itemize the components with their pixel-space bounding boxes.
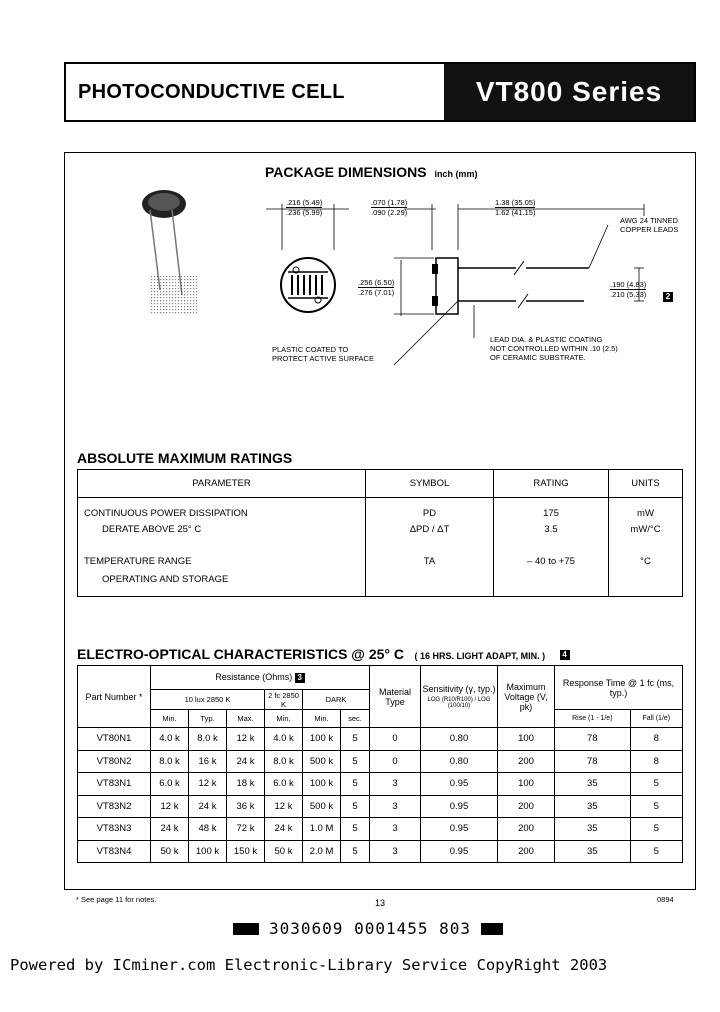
eo-h-rise: Rise (1 - 1/e) bbox=[555, 710, 631, 728]
package-title: PACKAGE DIMENSIONS inch (mm) bbox=[265, 164, 478, 180]
page-number: 13 bbox=[375, 898, 386, 908]
amr-param: CONTINUOUS POWER DISSIPATION bbox=[84, 508, 248, 519]
eo-h-typ: Typ. bbox=[189, 710, 227, 728]
amr-header-row bbox=[78, 470, 683, 498]
eo-cell-volt: 200 bbox=[498, 795, 555, 818]
eo-cell-min: 50 k bbox=[151, 840, 189, 863]
amr-body-row bbox=[78, 498, 683, 597]
dim-e: .190 (4.83) .210 (5.33) bbox=[610, 280, 647, 299]
amr-units: mW bbox=[637, 508, 654, 519]
eo-cell-max: 36 k bbox=[227, 795, 265, 818]
eo-cell-max: 12 k bbox=[227, 728, 265, 751]
eo-cell-part: VT80N1 bbox=[78, 728, 151, 751]
dim-b: .070 (1.78) .090 (2.29) bbox=[371, 198, 408, 217]
eo-h-part: Part Number * bbox=[78, 666, 151, 728]
eo-row bbox=[78, 728, 683, 751]
eo-cell-rise: 78 bbox=[555, 750, 631, 773]
eo-cell-sec: 5 bbox=[341, 840, 370, 863]
eo-h-min: Min. bbox=[151, 710, 189, 728]
eo-row bbox=[78, 773, 683, 796]
amr-param: OPERATING AND STORAGE bbox=[102, 574, 229, 585]
eo-cell-sens: 0.95 bbox=[421, 840, 498, 863]
amr-title: ABSOLUTE MAXIMUM RATINGS bbox=[77, 450, 293, 466]
amr-h-units: UNITS bbox=[609, 470, 683, 498]
header-banner bbox=[64, 62, 696, 122]
eo-title-row bbox=[77, 646, 683, 664]
eo-h-res-note: 3 bbox=[295, 673, 305, 683]
eo-cell-min: 12 k bbox=[151, 795, 189, 818]
eo-h-sec: sec. bbox=[341, 710, 370, 728]
eo-cell-mat: 3 bbox=[370, 773, 421, 796]
cell-photo bbox=[142, 190, 199, 315]
eo-cell-sens: 0.80 bbox=[421, 728, 498, 751]
eo-cell-typ: 24 k bbox=[189, 795, 227, 818]
amr-units: °C bbox=[640, 556, 651, 567]
side-view bbox=[432, 258, 589, 314]
eo-cell-min: 24 k bbox=[151, 818, 189, 841]
eo-cell-rise: 35 bbox=[555, 773, 631, 796]
footer-note: * See page 11 for notes. bbox=[76, 895, 157, 904]
eo-cell-sec: 5 bbox=[341, 750, 370, 773]
eo-cell-max: 24 k bbox=[227, 750, 265, 773]
amr-symbol: ΔPD / ΔT bbox=[409, 524, 450, 535]
eo-cell-sens: 0.80 bbox=[421, 750, 498, 773]
eo-cell-fc: 12 k bbox=[265, 795, 303, 818]
eo-h-fall: Fall (1/e) bbox=[630, 710, 682, 728]
eo-cell-typ: 48 k bbox=[189, 818, 227, 841]
eo-cell-dark: 100 k bbox=[303, 773, 341, 796]
eo-cell-fc: 50 k bbox=[265, 840, 303, 863]
eo-cell-rise: 78 bbox=[555, 728, 631, 751]
eo-cell-part: VT83N3 bbox=[78, 818, 151, 841]
eo-title: ELECTRO-OPTICAL CHARACTERISTICS @ 25° C bbox=[77, 646, 405, 662]
eo-cell-part: VT83N2 bbox=[78, 795, 151, 818]
amr-rating: 175 bbox=[543, 508, 559, 519]
dim-e-note: 2 bbox=[663, 288, 673, 306]
eo-cell-fall: 5 bbox=[630, 773, 682, 796]
powered-by: Powered by ICminer.com Electronic-Library Service CopyRight 2003 bbox=[10, 956, 608, 974]
amr-h-param: PARAMETER bbox=[78, 470, 366, 498]
eo-cell-fc: 4.0 k bbox=[265, 728, 303, 751]
eo-row bbox=[78, 818, 683, 841]
eo-cell-sec: 5 bbox=[341, 773, 370, 796]
eo-table bbox=[77, 665, 683, 863]
eo-h-dark: DARK bbox=[303, 690, 370, 710]
eo-cell-mat: 0 bbox=[370, 728, 421, 751]
eo-cell-sec: 5 bbox=[341, 818, 370, 841]
eo-h-sensitivity: Sensitivity (γ, typ.) LOG (R10/R100) / LOG (100/10) bbox=[421, 666, 498, 728]
eo-cell-part: VT83N1 bbox=[78, 773, 151, 796]
eo-row bbox=[78, 750, 683, 773]
eo-cell-part: VT83N4 bbox=[78, 840, 151, 863]
eo-cell-mat: 0 bbox=[370, 750, 421, 773]
eo-cell-dark: 500 k bbox=[303, 795, 341, 818]
eo-cell-volt: 100 bbox=[498, 773, 555, 796]
top-view bbox=[281, 258, 335, 312]
amr-symbol: PD bbox=[422, 508, 437, 519]
eo-cell-part: VT80N2 bbox=[78, 750, 151, 773]
series-title: VT800 Series bbox=[444, 64, 694, 120]
eo-cell-max: 150 k bbox=[227, 840, 265, 863]
eo-cell-typ: 12 k bbox=[189, 773, 227, 796]
eo-cell-mat: 3 bbox=[370, 795, 421, 818]
eo-cell-volt: 100 bbox=[498, 728, 555, 751]
lead-note: LEAD DIA. & PLASTIC COATING NOT CONTROLLED WITHIN .10 (2.5) OF CERAMIC SUBSTRATE. bbox=[490, 335, 618, 362]
dim-d: .256 (6.50) .276 (7.01) bbox=[358, 278, 395, 297]
barcode-block-left bbox=[233, 923, 259, 935]
eo-cell-min: 4.0 k bbox=[151, 728, 189, 751]
eo-cell-dark: 500 k bbox=[303, 750, 341, 773]
barcode-line bbox=[233, 919, 503, 938]
eo-cell-fall: 8 bbox=[630, 750, 682, 773]
eo-cell-dark: 1.0 M bbox=[303, 818, 341, 841]
eo-cell-sens: 0.95 bbox=[421, 773, 498, 796]
eo-h-min3: Min. bbox=[303, 710, 341, 728]
eo-cell-max: 72 k bbox=[227, 818, 265, 841]
eo-h-resistance: Resistance (Ohms) 3 bbox=[151, 666, 370, 690]
eo-h-material: Material Type bbox=[370, 666, 421, 728]
amr-symbol: TA bbox=[423, 556, 436, 567]
eo-cell-volt: 200 bbox=[498, 840, 555, 863]
eo-cell-dark: 100 k bbox=[303, 728, 341, 751]
barcode-text: 3030609 0001455 803 bbox=[269, 919, 472, 938]
eo-cell-max: 18 k bbox=[227, 773, 265, 796]
awg-note: AWG 24 TINNED COPPER LEADS bbox=[620, 216, 679, 234]
eo-row bbox=[78, 840, 683, 863]
eo-subtitle: ( 16 HRS. LIGHT ADAPT, MIN. ) bbox=[414, 651, 546, 661]
eo-cell-min: 8.0 k bbox=[151, 750, 189, 773]
eo-note: 4 bbox=[560, 650, 570, 660]
eo-h-10lux: 10 lux 2850 K bbox=[151, 690, 265, 710]
eo-cell-sec: 5 bbox=[341, 795, 370, 818]
eo-cell-rise: 35 bbox=[555, 818, 631, 841]
eo-cell-mat: 3 bbox=[370, 840, 421, 863]
eo-cell-fall: 5 bbox=[630, 840, 682, 863]
package-unit: inch (mm) bbox=[434, 169, 478, 179]
amr-h-symbol: SYMBOL bbox=[366, 470, 494, 498]
eo-cell-fc: 6.0 k bbox=[265, 773, 303, 796]
eo-cell-min: 6.0 k bbox=[151, 773, 189, 796]
eo-row bbox=[78, 795, 683, 818]
eo-cell-sens: 0.95 bbox=[421, 795, 498, 818]
eo-cell-rise: 35 bbox=[555, 840, 631, 863]
dim-c: 1.38 (35.05) 1.62 (41.15) bbox=[495, 198, 536, 217]
eo-cell-volt: 200 bbox=[498, 818, 555, 841]
eo-cell-sens: 0.95 bbox=[421, 818, 498, 841]
amr-rating: 3.5 bbox=[544, 524, 558, 535]
dim-a: .216 (5.49) .236 (5.99) bbox=[286, 198, 323, 217]
eo-cell-rise: 35 bbox=[555, 795, 631, 818]
eo-h-min2: Min. bbox=[265, 710, 303, 728]
eo-cell-dark: 2.0 M bbox=[303, 840, 341, 863]
barcode-block-right bbox=[481, 923, 503, 935]
amr-h-rating: RATING bbox=[494, 470, 609, 498]
amr-units: mW/°C bbox=[630, 524, 661, 535]
amr-param: TEMPERATURE RANGE bbox=[84, 556, 192, 567]
plastic-note: PLASTIC COATED TO PROTECT ACTIVE SURFACE bbox=[272, 345, 374, 363]
eo-h-voltage: Maximum Voltage (V, pk) bbox=[498, 666, 555, 728]
eo-cell-mat: 3 bbox=[370, 818, 421, 841]
eo-cell-volt: 200 bbox=[498, 750, 555, 773]
eo-cell-sec: 5 bbox=[341, 728, 370, 751]
eo-h-2fc: 2 fc 2850 K bbox=[265, 690, 303, 710]
eo-cell-fc: 8.0 k bbox=[265, 750, 303, 773]
footer-code: 0894 bbox=[657, 895, 674, 904]
amr-param: DERATE ABOVE 25° C bbox=[102, 524, 202, 535]
eo-cell-typ: 16 k bbox=[189, 750, 227, 773]
eo-cell-typ: 100 k bbox=[189, 840, 227, 863]
eo-cell-fc: 24 k bbox=[265, 818, 303, 841]
eo-cell-fall: 8 bbox=[630, 728, 682, 751]
eo-cell-fall: 5 bbox=[630, 795, 682, 818]
eo-h-sens-sub: LOG (R10/R100) / LOG (100/10) bbox=[427, 697, 491, 709]
header-title: PHOTOCONDUCTIVE CELL bbox=[78, 80, 345, 103]
eo-cell-fall: 5 bbox=[630, 818, 682, 841]
amr-rating: – 40 to +75 bbox=[527, 556, 575, 567]
eo-h-response: Response Time @ 1 fc (ms, typ.) bbox=[555, 666, 683, 710]
amr-table bbox=[77, 469, 683, 597]
eo-h-max: Max. bbox=[227, 710, 265, 728]
eo-cell-typ: 8.0 k bbox=[189, 728, 227, 751]
